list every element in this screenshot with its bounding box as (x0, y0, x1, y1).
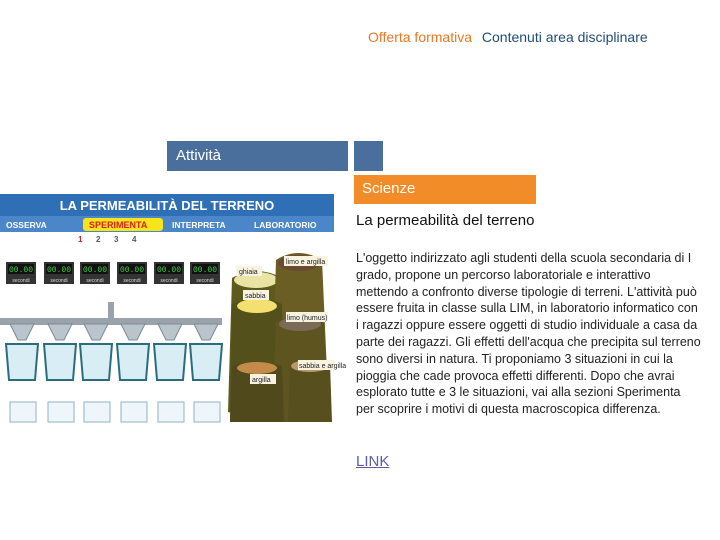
sim-menu-lab[interactable]: LABORATORIO (254, 220, 317, 230)
sim-sack-label: limo e argilla (286, 259, 326, 266)
activity-description: L'oggetto indirizzato agli studenti della scuola secondaria di I grado, propone un percorso laboratoriale e interattivo mettendo a confronto diverse tipologie di terreni. L'attività può essere fruita in classe sulla LIM, in laboratorio informatico con i ragazzi oppure essere oggetti di studio individuale a casa da parte dei ragazzi. Gli effetti dell'acqua che precipita sul terreno sono diversi in natura. Ti proponiamo 3 situazioni in cui la pioggia che cade provoca effetti differenti. Dopo che avrai esplorato tutte e 3 le situazioni, vai alla sezioni Sperimenta per scoprire i motivi di questa macroscopica differenza. (356, 251, 701, 417)
sim-timers (6, 262, 220, 284)
sim-timer (190, 262, 220, 284)
sim-timer (117, 262, 147, 284)
sim-timer (154, 262, 184, 284)
top-nav (368, 29, 648, 45)
activity-title: La permeabilità del terreno (356, 212, 535, 229)
svg-text:00.00: 00.00 (82, 266, 108, 275)
svg-text:secondi: secondi (50, 278, 68, 284)
activity-label: Attività (176, 147, 222, 164)
sim-funnels (10, 324, 218, 340)
svg-text:secondi: secondi (123, 278, 141, 284)
sim-timer (44, 262, 74, 284)
svg-text:00.00: 00.00 (156, 266, 182, 275)
svg-text:00.00: 00.00 (8, 266, 34, 275)
svg-text:secondi: secondi (12, 278, 30, 284)
nav-link-offerta[interactable]: Offerta formativa (368, 29, 473, 45)
subject-label: Scienze (362, 180, 416, 197)
subject-bar (354, 175, 536, 204)
svg-text:secondi: secondi (86, 278, 104, 284)
sim-sack-label: argilla (252, 377, 271, 384)
sim-step-2[interactable]: 2 (96, 235, 101, 244)
sim-beakers (10, 402, 220, 422)
svg-text:00.00: 00.00 (192, 266, 218, 275)
sim-sack-label: ghiaia (239, 269, 258, 276)
sim-sack-label: sabbia (245, 293, 266, 300)
svg-text:00.00: 00.00 (119, 266, 145, 275)
sim-step-1[interactable]: 1 (78, 235, 83, 244)
svg-text:00.00: 00.00 (46, 266, 72, 275)
svg-text:secondi: secondi (160, 278, 178, 284)
simulation-preview[interactable] (0, 194, 347, 422)
sim-menu-interpret[interactable]: INTERPRETA (172, 220, 226, 230)
sim-sacks (228, 253, 332, 422)
activity-bar-square (354, 141, 383, 171)
sim-menu-experiment[interactable]: SPERIMENTA (89, 220, 148, 230)
sim-header-title: LA PERMEABILITÀ DEL TERRENO (59, 198, 275, 213)
sim-step-3[interactable]: 3 (114, 235, 119, 244)
activity-link[interactable]: LINK (356, 453, 390, 470)
sim-sack-label: sabbia e argilla (299, 363, 347, 370)
sim-timer (80, 262, 110, 284)
svg-text:secondi: secondi (196, 278, 214, 284)
activity-bar (167, 141, 348, 171)
nav-link-contenuti[interactable]: Contenuti area disciplinare (481, 29, 648, 45)
sim-menu-observe[interactable]: OSSERVA (6, 220, 47, 230)
sim-buckets (6, 344, 222, 380)
sim-step-4[interactable]: 4 (132, 235, 137, 244)
sim-stand (108, 302, 114, 320)
sim-sack-label: limo (humus) (287, 315, 328, 322)
sim-timer (6, 262, 36, 284)
